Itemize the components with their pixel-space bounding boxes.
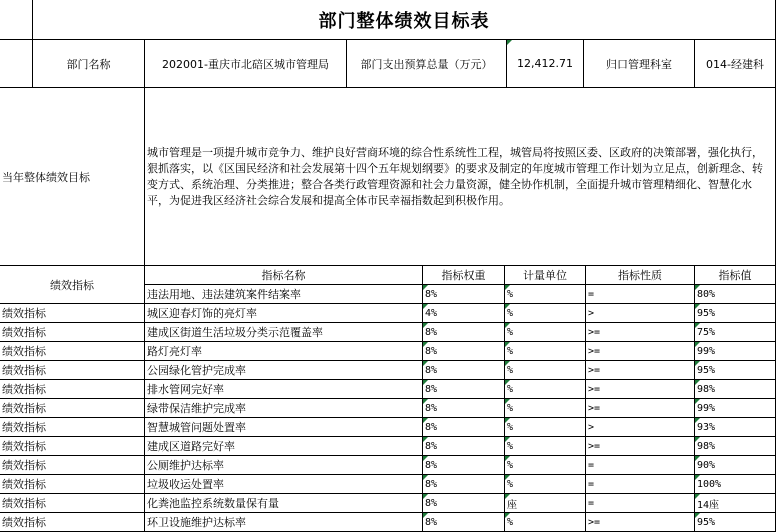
indicator-weight[interactable]: 8% [423, 323, 505, 342]
indicator-value[interactable]: 98% [695, 380, 776, 399]
header-unit[interactable]: 计量单位 [505, 266, 586, 285]
indicator-name[interactable]: 公园绿化管护完成率 [145, 361, 423, 380]
indicator-weight[interactable]: 8% [423, 285, 505, 304]
header-nature[interactable]: 指标性质 [586, 266, 695, 285]
indicator-nature[interactable]: = [586, 475, 695, 494]
indicator-unit[interactable]: % [505, 513, 586, 532]
header-name[interactable]: 指标名称 [145, 266, 423, 285]
header-category[interactable]: 绩效指标 [0, 266, 145, 304]
indicator-value[interactable]: 80% [695, 285, 776, 304]
indicator-unit[interactable]: % [505, 399, 586, 418]
indicator-name[interactable]: 绿带保洁维护完成率 [145, 399, 423, 418]
indicator-name[interactable]: 违法用地、违法建筑案件结案率 [145, 285, 423, 304]
indicator-nature[interactable]: >= [586, 513, 695, 532]
row-category[interactable]: 绩效指标 [0, 380, 145, 399]
indicator-value[interactable]: 99% [695, 399, 776, 418]
office-value[interactable]: 014-经建科 [695, 40, 776, 88]
indicator-name[interactable]: 排水管网完好率 [145, 380, 423, 399]
indicator-value[interactable]: 93% [695, 418, 776, 437]
indicator-nature[interactable]: > [586, 418, 695, 437]
budget-value[interactable]: 12,412.71 [507, 40, 584, 88]
indicator-name[interactable]: 环卫设施维护达标率 [145, 513, 423, 532]
indicator-weight[interactable]: 8% [423, 437, 505, 456]
budget-label[interactable]: 部门支出预算总量（万元） [347, 40, 507, 88]
row-category[interactable]: 绩效指标 [0, 513, 145, 532]
indicator-name[interactable]: 垃圾收运处置率 [145, 475, 423, 494]
row-category[interactable]: 绩效指标 [0, 418, 145, 437]
indicator-nature[interactable]: > [586, 304, 695, 323]
indicator-nature[interactable]: >= [586, 342, 695, 361]
row-category[interactable]: 绩效指标 [0, 361, 145, 380]
indicator-nature[interactable]: = [586, 285, 695, 304]
goal-label[interactable]: 当年整体绩效目标 [0, 88, 145, 266]
indicator-unit[interactable]: % [505, 418, 586, 437]
indicator-value[interactable]: 98% [695, 437, 776, 456]
indicator-weight[interactable]: 8% [423, 342, 505, 361]
indicator-unit[interactable]: % [505, 475, 586, 494]
indicator-value[interactable]: 95% [695, 361, 776, 380]
indicator-value[interactable]: 100% [695, 475, 776, 494]
header-weight[interactable]: 指标权重 [423, 266, 505, 285]
indicator-name[interactable]: 公厕维护达标率 [145, 456, 423, 475]
office-label[interactable]: 归口管理科室 [584, 40, 695, 88]
indicator-unit[interactable]: % [505, 285, 586, 304]
indicator-name[interactable]: 智慧城管问题处置率 [145, 418, 423, 437]
indicator-value[interactable]: 99% [695, 342, 776, 361]
row-category[interactable]: 绩效指标 [0, 304, 145, 323]
indicator-unit[interactable]: % [505, 323, 586, 342]
left-margin-cell [0, 0, 33, 40]
indicator-unit[interactable]: % [505, 304, 586, 323]
indicator-weight[interactable]: 8% [423, 418, 505, 437]
row-category[interactable]: 绩效指标 [0, 342, 145, 361]
indicator-value[interactable]: 14座 [695, 494, 776, 513]
indicator-unit[interactable]: % [505, 342, 586, 361]
page-title: 部门整体绩效目标表 [33, 0, 776, 40]
indicator-weight[interactable]: 8% [423, 380, 505, 399]
row-category[interactable]: 绩效指标 [0, 323, 145, 342]
row-category[interactable]: 绩效指标 [0, 494, 145, 513]
indicator-name[interactable]: 化粪池监控系统数量保有量 [145, 494, 423, 513]
indicator-weight[interactable]: 8% [423, 475, 505, 494]
indicator-nature[interactable]: >= [586, 361, 695, 380]
header-value[interactable]: 指标值 [695, 266, 776, 285]
indicator-unit[interactable]: 座 [505, 494, 586, 513]
indicator-value[interactable]: 95% [695, 304, 776, 323]
goal-text[interactable]: 城市管理是一项提升城市竞争力、维护良好营商环境的综合性系统性工程，城管局将按照区委、区政府的决策部署，强化执行，狠抓落实，以《区国民经济和社会发展第十四个五年规划纲要》的要求及制定的年度城市管理工作计划为立足点，创新理念、转变方式、系统治理、分类推进；整合各类行政管理资源和社会力量资源，健全协作机制，全面提升城市管理精细化、智慧化水平，为促进我区经济社会综合发展和提高全体市民幸福指数起到积极作用。 [145, 88, 776, 266]
indicator-nature[interactable]: >= [586, 323, 695, 342]
indicator-nature[interactable]: = [586, 494, 695, 513]
indicator-unit[interactable]: % [505, 361, 586, 380]
indicator-unit[interactable]: % [505, 456, 586, 475]
indicator-value[interactable]: 90% [695, 456, 776, 475]
indicator-name[interactable]: 建成区街道生活垃圾分类示范覆盖率 [145, 323, 423, 342]
indicator-weight[interactable]: 8% [423, 494, 505, 513]
indicator-weight[interactable]: 8% [423, 513, 505, 532]
row-category[interactable]: 绩效指标 [0, 475, 145, 494]
indicator-unit[interactable]: % [505, 380, 586, 399]
indicator-name[interactable]: 路灯亮灯率 [145, 342, 423, 361]
dept-name-value[interactable]: 202001-重庆市北碚区城市管理局 [145, 40, 347, 88]
indicator-value[interactable]: 95% [695, 513, 776, 532]
indicator-nature[interactable]: >= [586, 380, 695, 399]
indicator-name[interactable]: 建成区道路完好率 [145, 437, 423, 456]
indicator-weight[interactable]: 8% [423, 456, 505, 475]
dept-name-label[interactable]: 部门名称 [33, 40, 145, 88]
row-category[interactable]: 绩效指标 [0, 456, 145, 475]
indicator-weight[interactable]: 8% [423, 399, 505, 418]
indicator-weight[interactable]: 4% [423, 304, 505, 323]
indicator-weight[interactable]: 8% [423, 361, 505, 380]
row-category[interactable]: 绩效指标 [0, 399, 145, 418]
indicator-nature[interactable]: = [586, 456, 695, 475]
indicator-unit[interactable]: % [505, 437, 586, 456]
indicator-value[interactable]: 75% [695, 323, 776, 342]
left-margin-cell [0, 40, 33, 88]
indicator-nature[interactable]: >= [586, 399, 695, 418]
indicator-name[interactable]: 城区迎春灯饰的亮灯率 [145, 304, 423, 323]
row-category[interactable]: 绩效指标 [0, 437, 145, 456]
indicator-nature[interactable]: >= [586, 437, 695, 456]
